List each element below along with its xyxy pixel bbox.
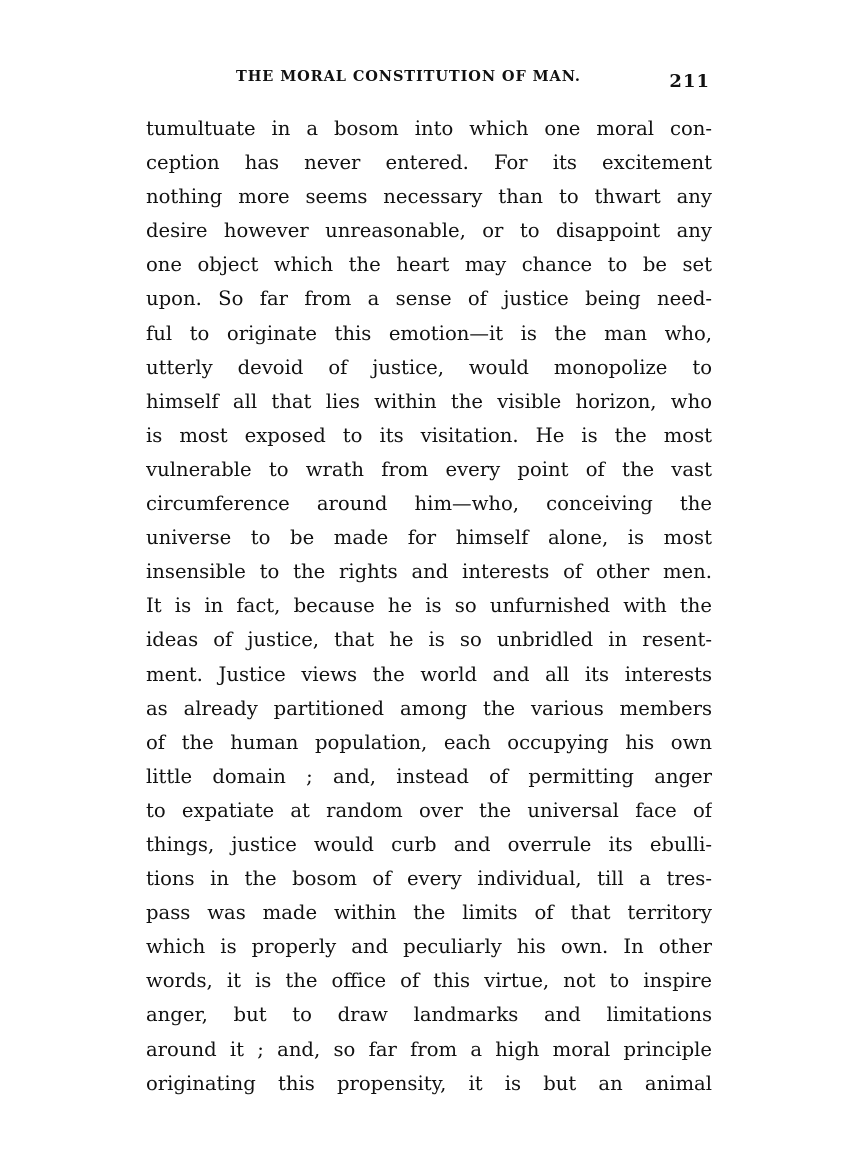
text-line: things, justice would curb and overrule its ebulli-: [146, 832, 712, 856]
text-line: words, it is the office of this virtue, not to inspire: [146, 969, 712, 993]
text-line: as already partitioned among the various members: [146, 696, 712, 720]
text-line: vulnerable to wrath from every point of the vast: [146, 457, 712, 481]
text-line: desire however unreasonable, or to disappoint any: [146, 219, 712, 243]
text-line: which is properly and peculiarly his own. In other: [146, 935, 712, 959]
text-line: is most exposed to its visitation. He is the most: [146, 423, 712, 447]
text-line: originating this propensity, it is but an animal: [146, 1071, 712, 1095]
running-title: THE MORAL CONSTITUTION OF MAN.: [236, 68, 581, 85]
text-line: ment. Justice views the world and all its interests: [146, 662, 712, 686]
text-line: ception has never entered. For its excitement: [146, 151, 712, 175]
page-number: 211: [669, 71, 710, 92]
text-line: of the human population, each occupying his own: [146, 730, 712, 754]
text-line: himself all that lies within the visible horizon, who: [146, 389, 712, 413]
text-line: ideas of justice, that he is so unbridled in resent-: [146, 628, 712, 652]
text-line: one object which the heart may chance to be set: [146, 253, 712, 277]
body-text: [146, 112, 712, 1101]
text-line: tions in the bosom of every individual, till a tres-: [146, 867, 712, 891]
text-line: insensible to the rights and interests of other men.: [146, 560, 712, 584]
text-line: nothing more seems necessary than to thwart any: [146, 185, 712, 209]
text-line: circumference around him—who, conceiving the: [146, 492, 712, 516]
text-line: It is in fact, because he is so unfurnished with the: [146, 594, 712, 618]
text-line: to expatiate at random over the universal face of: [146, 798, 712, 822]
text-line: ful to originate this emotion—it is the man who,: [146, 321, 712, 345]
text-line: little domain ; and, instead of permitting anger: [146, 764, 712, 788]
text-line: utterly devoid of justice, would monopolize to: [146, 355, 712, 379]
text-line: tumultuate in a bosom into which one moral con-: [146, 117, 712, 140]
text-line: anger, but to draw landmarks and limitations: [146, 1003, 712, 1027]
text-line: universe to be made for himself alone, is most: [146, 526, 712, 550]
text-line: pass was made within the limits of that territory: [146, 901, 712, 925]
text-line: around it ; and, so far from a high moral principle: [146, 1037, 712, 1061]
running-head: [146, 68, 712, 98]
text-line: upon. So far from a sense of justice being need-: [146, 287, 712, 311]
